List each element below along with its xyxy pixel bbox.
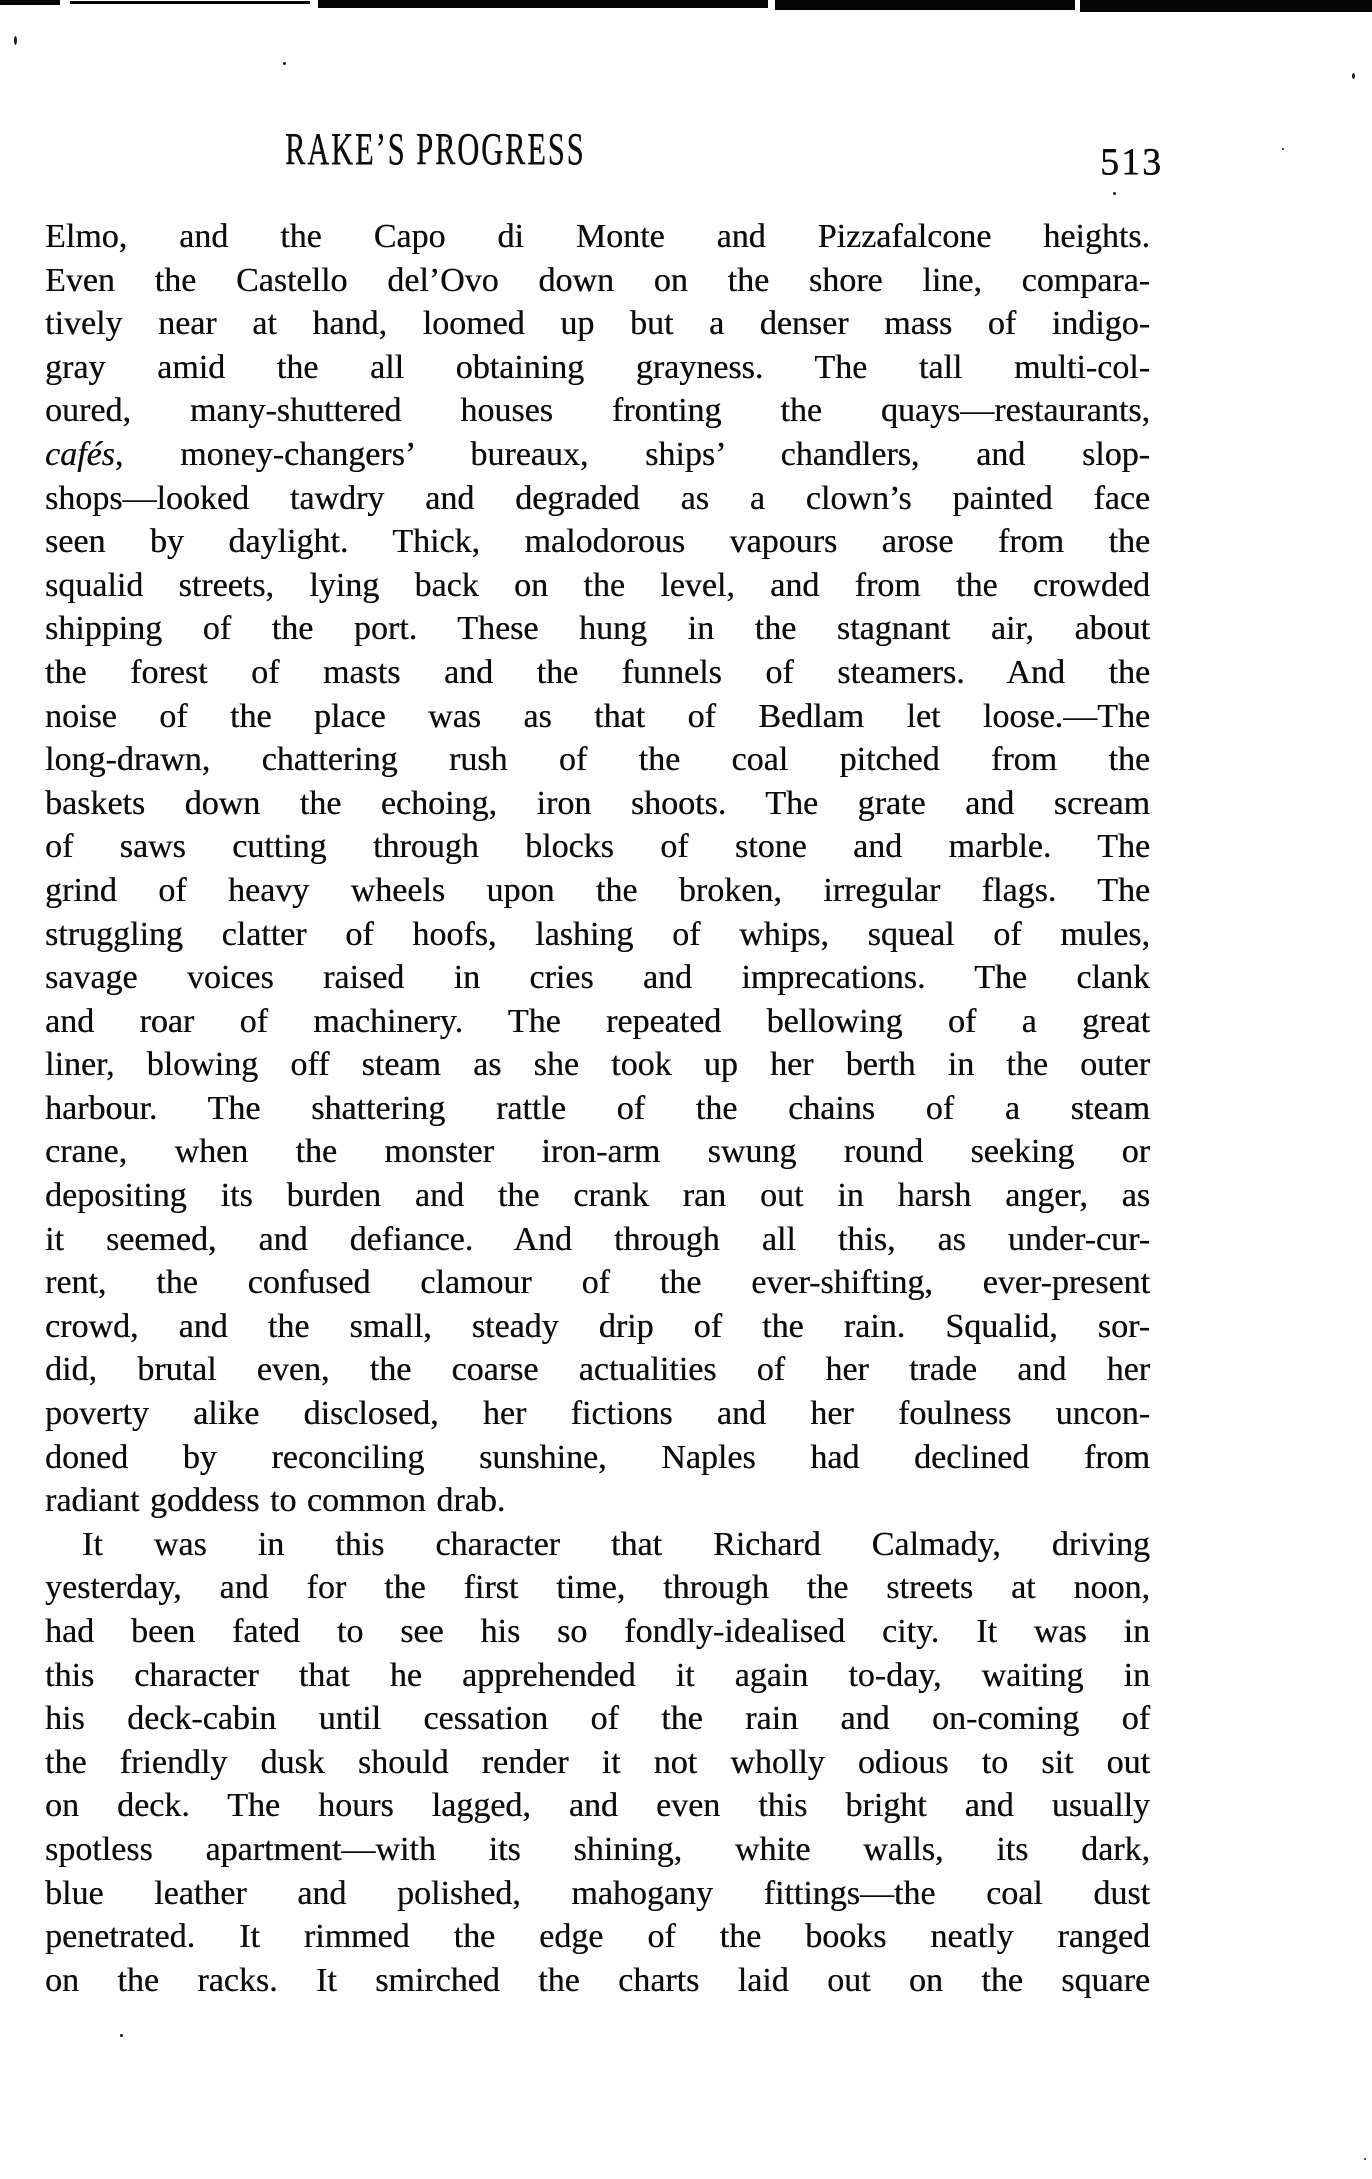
text-line: of saws cutting through blocks of stone and marble. The [45,828,1150,866]
scan-speck [1352,73,1355,79]
text-line: the friendly dusk should render it not wholly odious to sit out [45,1743,1150,1781]
paragraph-1 [45,215,1150,1523]
text-line: penetrated. It rimmed the edge of the books neatly ranged [45,1918,1150,1956]
text-line: seen by daylight. Thick, malodorous vapours arose from the [45,523,1150,561]
text-line: spotless apartment—with its shining, white walls, its dark, [45,1830,1150,1868]
text-line: his deck-cabin until cessation of the rain and on-coming of [45,1700,1150,1738]
text-line-rest: , money-changers’ bureaux, ships’ chandlers, and slop- [114,435,1150,473]
text-line: doned by reconciling sunshine, Naples had declined from [45,1438,1150,1476]
scan-speck [283,62,286,65]
text-line: oured, many-shuttered houses fronting the quays—restaurants, [45,392,1150,430]
paragraph-2 [45,1523,1150,2003]
text-line: struggling clatter of hoofs, lashing of whips, squeal of mules, [45,915,1150,953]
text-line: radiant goddess to common drab. [45,1482,506,1520]
text-line: tively near at hand, loomed up but a denser mass of indigo- [45,305,1150,343]
text-line: gray amid the all obtaining grayness. The tall multi-col- [45,348,1150,386]
scan-speck [1113,192,1116,195]
text-line: on the racks. It smirched the charts laid out on the square [45,1961,1150,1999]
text-line: Even the Castello del’Ovo down on the shore line, compara- [45,261,1150,299]
text-line: noise of the place was as that of Bedlam let loose.—The [45,697,1150,735]
text-line: yesterday, and for the first time, through the streets at noon, [45,1569,1150,1607]
text-line: It was in this character that Richard Calmady, driving [82,1525,1150,1563]
scan-artifact [775,0,1075,10]
text-line: on deck. The hours lagged, and even this bright and usually [45,1787,1150,1825]
text-line [45,433,1150,477]
text-line: grind of heavy wheels upon the broken, irregular flags. The [45,871,1150,909]
running-head-title: RAKE’S PROGRESS [285,123,586,174]
text-line: it seemed, and defiance. And through all this, as under-cur- [45,1220,1150,1258]
text-line: harbour. The shattering rattle of the chains of a steam [45,1089,1150,1127]
scan-speck [1364,2158,1366,2160]
text-line: this character that he apprehended it again to-day, waiting in [45,1656,1150,1694]
text-line: liner, blowing off steam as she took up her berth in the outer [45,1046,1150,1084]
text-line: the forest of masts and the funnels of steamers. And the [45,653,1150,691]
scan-speck [14,36,17,45]
text-line: shops—looked tawdry and degraded as a clown’s painted face [45,479,1150,517]
text-line: long-drawn, chattering rush of the coal pitched from the [45,741,1150,779]
page-number: 513 [1100,141,1163,183]
text-line: baskets down the echoing, iron shoots. The grate and scream [45,784,1150,822]
text-line: savage voices raised in cries and imprecations. The clank [45,959,1150,997]
text-line: rent, the confused clamour of the ever-shifting, ever-present [45,1264,1150,1302]
italic-word: cafés [45,435,115,473]
text-line: did, brutal even, the coarse actualities of her trade and her [45,1351,1150,1389]
text-line: shipping of the port. These hung in the stagnant air, about [45,610,1150,648]
scan-artifact [0,0,60,5]
text-line: blue leather and polished, mahogany fittings—the coal dust [45,1874,1150,1912]
scan-artifact [70,1,310,4]
text-line: poverty alike disclosed, her fictions and her foulness uncon- [45,1395,1150,1433]
text-line: depositing its burden and the crank ran out in harsh anger, as [45,1177,1150,1215]
scan-speck [120,2034,123,2037]
scan-artifact [318,0,768,8]
text-line: squalid streets, lying back on the level, and from the crowded [45,566,1150,604]
scan-artifact [1080,0,1372,12]
text-line: and roar of machinery. The repeated bellowing of a great [45,1002,1150,1040]
page-text [45,215,1150,2002]
text-line: Elmo, and the Capo di Monte and Pizzafalcone heights. [45,218,1150,255]
scan-speck [1282,148,1284,150]
text-line: had been fated to see his so fondly-idealised city. It was in [45,1613,1150,1650]
text-line: crane, when the monster iron-arm swung round seeking or [45,1133,1150,1171]
text-line: crowd, and the small, steady drip of the rain. Squalid, sor- [45,1307,1150,1345]
